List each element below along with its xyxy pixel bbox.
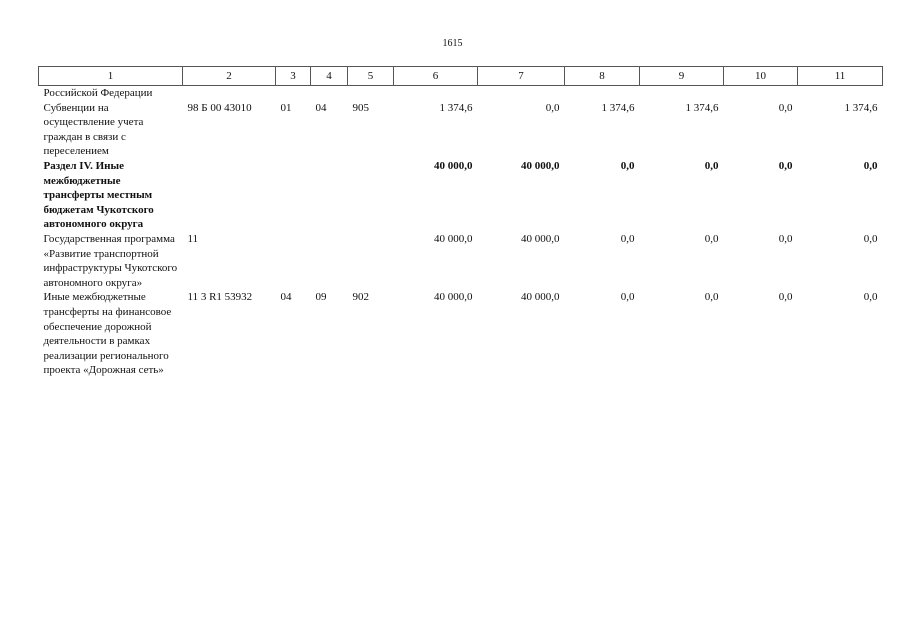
column-header-4: 4 xyxy=(311,67,348,86)
table-row-section xyxy=(39,159,883,232)
header-row xyxy=(39,67,883,86)
row-value-10: 0,0 xyxy=(778,232,793,245)
row-name: Субвенции на осуществление учета граждан в связи с переселением xyxy=(43,101,144,158)
row-value-6: 40 000,0 xyxy=(434,291,473,304)
row-section xyxy=(276,159,311,232)
row-administrator: 902 xyxy=(352,291,369,304)
column-header-2: 2 xyxy=(183,67,276,86)
row-value-8: 1 374,6 xyxy=(601,101,635,114)
row-subsection: 09 xyxy=(315,291,327,304)
column-header-1: 1 xyxy=(39,67,183,86)
row-value-11: 0,0 xyxy=(863,159,878,172)
row-value-8: 0,0 xyxy=(620,291,635,304)
row-value-10: 0,0 xyxy=(778,101,793,114)
table-row xyxy=(39,101,883,159)
row-value-11: 1 374,6 xyxy=(844,101,878,114)
row-value-6: 1 374,6 xyxy=(439,101,473,114)
row-value-10: 0,0 xyxy=(778,291,793,304)
row-name: Государственная программа «Развитие транспортной инфраструктуры Чукотского автономного округа» xyxy=(43,232,178,289)
table-row xyxy=(39,232,883,290)
column-header-11: 11 xyxy=(798,67,883,86)
row-target-article: 98 Б 00 43010 xyxy=(187,101,252,114)
row-value-11: 0,0 xyxy=(863,232,878,245)
row-value-8: 0,0 xyxy=(620,232,635,245)
row-value-7: 40 000,0 xyxy=(521,291,560,304)
row-administrator: 905 xyxy=(352,101,369,114)
row-name: Раздел IV. Иные межбюджетные трансферты местным бюджетам Чукотского автономного округа xyxy=(43,159,154,231)
row-value-9: 0,0 xyxy=(704,232,719,245)
row-target-article: 11 xyxy=(187,232,199,245)
page-number: 1615 xyxy=(442,38,463,49)
row-value-6: 40 000,0 xyxy=(434,232,473,245)
row-target-article xyxy=(183,159,276,232)
continued-text: Российской Федерации xyxy=(43,87,153,99)
row-section xyxy=(276,232,311,290)
row-value-9: 0,0 xyxy=(704,159,719,172)
column-header-8: 8 xyxy=(565,67,640,86)
row-subsection xyxy=(311,232,348,290)
row-value-9: 1 374,6 xyxy=(685,101,719,114)
column-header-6: 6 xyxy=(394,67,478,86)
row-value-11: 0,0 xyxy=(863,291,878,304)
row-value-8: 0,0 xyxy=(620,159,635,172)
column-header-7: 7 xyxy=(478,67,565,86)
row-administrator xyxy=(348,159,394,232)
row-administrator xyxy=(348,232,394,290)
row-section: 04 xyxy=(280,291,292,304)
continued-row xyxy=(39,86,883,101)
row-value-7: 40 000,0 xyxy=(521,232,560,245)
row-value-6: 40 000,0 xyxy=(434,159,473,172)
row-section: 01 xyxy=(280,101,292,114)
budget-table xyxy=(38,66,883,378)
column-header-10: 10 xyxy=(724,67,798,86)
column-header-5: 5 xyxy=(348,67,394,86)
column-header-3: 3 xyxy=(276,67,311,86)
row-subsection: 04 xyxy=(315,101,327,114)
row-target-article: 11 3 R1 53932 xyxy=(187,291,253,304)
row-value-7: 0,0 xyxy=(545,101,560,114)
row-name: Иные межбюджетные трансферты на финансовое обеспечение дорожной деятельности в рамках реализации регионального проекта «Дорожная сеть» xyxy=(43,291,172,377)
row-value-10: 0,0 xyxy=(778,159,793,172)
row-value-9: 0,0 xyxy=(704,291,719,304)
table-row xyxy=(39,290,883,378)
row-value-7: 40 000,0 xyxy=(521,159,560,172)
row-subsection xyxy=(311,159,348,232)
column-header-9: 9 xyxy=(640,67,724,86)
